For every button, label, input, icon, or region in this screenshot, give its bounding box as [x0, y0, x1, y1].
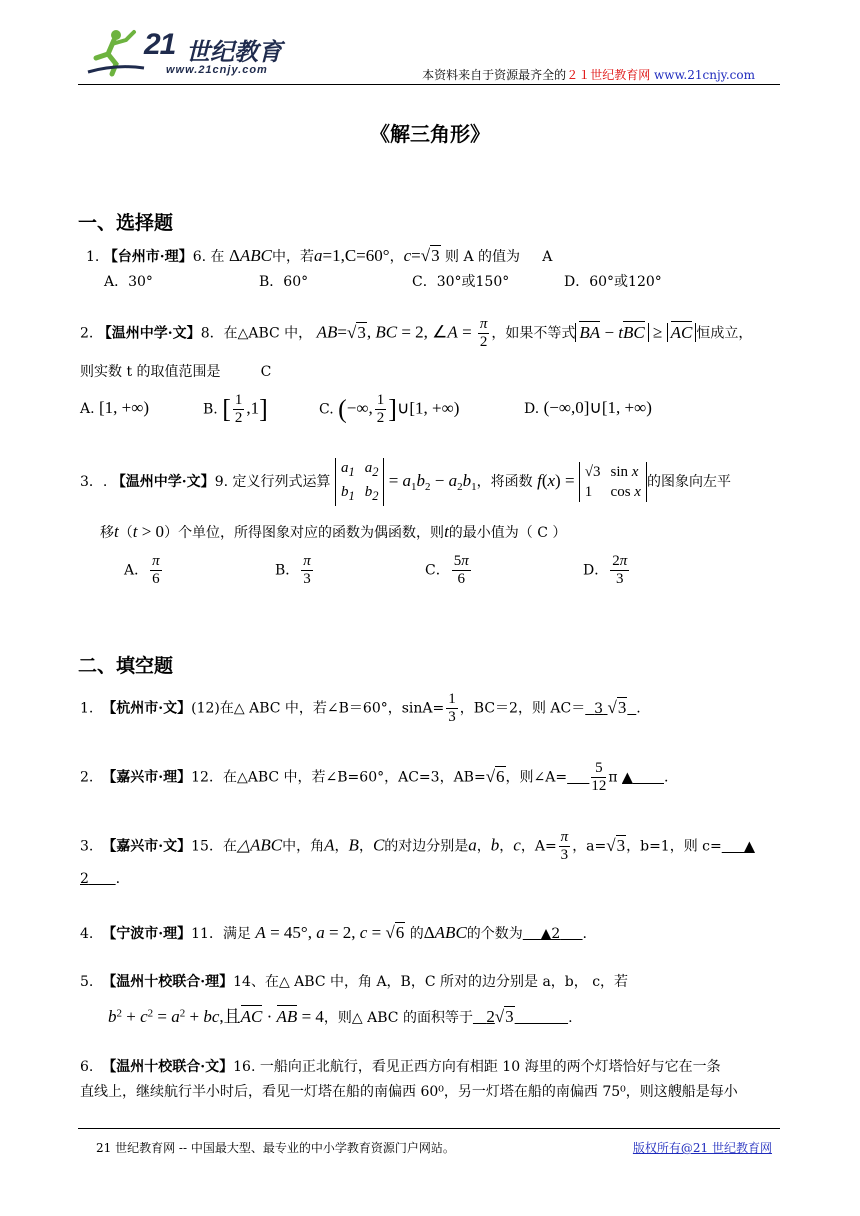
page-title: 《解三角形》 [370, 122, 490, 146]
footer-copyright-link[interactable]: 版权所有@21 世纪教育网 [632, 1141, 772, 1155]
question-text: 个单位，所得图象对应的函数为偶函数，则 [178, 525, 445, 541]
question-text: 中，角 [282, 838, 325, 855]
option-label: D． [583, 562, 609, 579]
question-3: 3．. 【温州中学·文】9. 定义行列式运算 $a_1$ $a_2$ $b_1$ $b_2 = a_1b_2 - a_2b_1$，将函数 f(x) = √3 sin x 1 cos x的图象向左平 [80, 458, 731, 506]
option-label: C. [319, 401, 334, 418]
answer: A [542, 249, 553, 265]
answer-marker: ▲ [744, 838, 755, 855]
option-d: D. (−∞,0]∪[1, +∞) [524, 398, 652, 417]
question-text: ，将函数 [476, 474, 533, 490]
question-source: 【温州十校联合·理】 [102, 974, 234, 990]
option-b: B． $\frac{\pi}{3}$ [275, 553, 311, 587]
question-number: 5. [80, 974, 94, 990]
runner-icon [86, 28, 146, 78]
header-divider [78, 84, 780, 85]
question-text: ，BC＝2，则 AC＝ [459, 700, 586, 717]
question-text: =1,C= [322, 246, 366, 265]
question-text: 12．在△ABC 中，若∠B=60°，AC=3，AB= [191, 769, 486, 786]
option-label: A. [80, 401, 95, 417]
question-number: 1. [80, 700, 94, 717]
question-text: 则实数 t 的取值范围是 [80, 364, 221, 380]
option-d: D． $\frac{2\pi}{3}$ [583, 553, 628, 587]
fill-question-2: 2. 【嘉兴市·理】12．在△ABC 中，若∠B=60°，AC=3，AB=√6，则∠A= $\frac{5}{12}$ π ▲ . [80, 760, 669, 794]
fill-question-4: 4. 【宁波市·理】11．满足 A = 45°, a = 2, c = √6 的ΔABC的个数为 ▲2 . [80, 923, 587, 942]
question-text: . [568, 1010, 573, 1026]
fill-question-5-line2: $b^2 + c^2 = a^2$ + bc,且AC · AB = 4，则△ ABC 的面积等于 2√3 . [108, 1007, 573, 1026]
question-text: ，A= [520, 838, 557, 855]
question-number: 2. [80, 769, 94, 786]
logo-chinese: 世纪教育 [186, 38, 282, 66]
option-label: B． [275, 562, 300, 579]
section-heading-choice: 一、选择题 [78, 212, 174, 234]
question-text: 恒成立， [696, 325, 753, 342]
question-3-line2: 移t（t > 0）个单位，所得图象对应的函数为偶函数，则t的最小值为（ C ） [100, 522, 567, 541]
question-text: . [636, 700, 641, 717]
logo-url: www.21cnjy.com [166, 64, 268, 76]
question-text: 11．满足 [191, 926, 251, 942]
answer: C [260, 364, 272, 380]
question-source: 【嘉兴市·理】 [102, 769, 192, 786]
fill-question-1: 1. 【杭州市·文】(12)在△ ABC 中，若∠B＝60°，sinA= $\frac{1}{3}$ ，BC＝2，则 AC＝ 3 √3 . [80, 691, 641, 725]
question-source: 【台州市·理】 [103, 249, 193, 265]
question-text: 的图象向左平 [646, 474, 731, 490]
question-text: ，则△ ABC 的面积等于 [323, 1010, 473, 1026]
question-number: 4. [80, 926, 94, 942]
question-text: 的对边分别是 [384, 838, 469, 855]
question-text: ，b=1，则 c= [626, 838, 722, 855]
question-text: 9. 定义行列式运算 [214, 474, 331, 490]
question-text: 16. 一船向正北航行，看见正西方向有相距 10 海里的两个灯塔恰好与它在一条 [233, 1059, 721, 1075]
footer-divider [78, 1128, 780, 1129]
option-label: C． [425, 562, 450, 579]
fill-question-6-line2: 直线上，继续航行半小时后，看见一灯塔在船的南偏西 60⁰，另一灯塔在船的南偏西 75⁰，则这艘船是每小 [80, 1084, 738, 1100]
question-source: 【宁波市·理】 [102, 926, 192, 942]
question-text: 8．在△ABC 中， [200, 325, 313, 342]
question-2-line2 [80, 361, 271, 381]
answer: 2 [80, 871, 89, 887]
option-d: D．60°或120° [564, 274, 662, 290]
question-number: 6. [80, 1059, 94, 1075]
fill-question-6 [80, 1056, 721, 1076]
fill-question-3-line2 [80, 871, 120, 887]
footer-text: 21 世纪教育网 -- 中国最大型、最专业的中小学教育资源门户网站。 [96, 1141, 455, 1155]
fill-question-5 [80, 971, 628, 991]
option-a: A．30° [104, 274, 153, 290]
question-text: ，如果不等式 [491, 325, 576, 342]
answer: 3 [594, 700, 604, 717]
question-text: ，a= [572, 838, 607, 855]
question-source: 【温州十校联合·文】 [102, 1059, 234, 1075]
question-text: 15．在 [191, 838, 237, 855]
question-text: 6. 在 [192, 249, 225, 265]
option-label: B. [203, 401, 218, 418]
option-label: A． [124, 562, 149, 579]
header-note-prefix: 本资料来自于资源最齐全的 [422, 68, 567, 82]
question-number: 3．. [80, 474, 108, 490]
question-number: 3. [80, 838, 94, 855]
question-number: 2. [80, 325, 94, 342]
question-text: 的最小值为（ C ） [448, 525, 567, 541]
question-2: 2. 【温州中学·文】8．在△ABC 中， AB=√3, BC = 2, ∠A = $\frac{\pi}{2}$ ，如果不等式 BA − tBC ≥ AC 恒成立， [80, 316, 753, 350]
question-text: . [115, 871, 121, 887]
answer: ▲2 [540, 926, 561, 942]
header-note-url[interactable]: www.21cnjy.com [654, 68, 755, 82]
option-b: B. [ $\frac{1}{2}$ ,1] [203, 392, 268, 426]
option-c: C． $\frac{5\pi}{6}$ [425, 553, 469, 587]
option-c: C. (−∞, $\frac{1}{2}$ ]∪[1, +∞) [319, 392, 460, 426]
math-expression: △ABC [236, 835, 283, 855]
question-text: 中，若 [272, 249, 314, 265]
question-text: 的个数为 [466, 926, 523, 942]
site-logo [86, 22, 306, 82]
question-source: 【温州中学·文】 [97, 325, 201, 342]
question-source: 【杭州市·文】 [102, 700, 192, 717]
section-heading-fill: 二、填空题 [78, 655, 174, 677]
question-text: 移 [100, 525, 114, 541]
question-source: 【嘉兴市·文】 [102, 838, 192, 855]
option-a: A． $\frac{\pi}{6}$ [124, 553, 160, 587]
question-text: 14、在△ ABC 中，角 A，B，C 所对的边分别是 a，b， c，若 [233, 974, 629, 990]
option-label: D. [524, 401, 540, 417]
question-text: . [663, 769, 669, 786]
option-b: B．60° [259, 274, 309, 290]
logo-number: 21 [144, 28, 176, 61]
question-text: . [582, 926, 587, 942]
question-text: 的 [409, 926, 424, 942]
question-text: 则 A 的值为 [445, 249, 521, 265]
header-note [422, 66, 755, 83]
question-text: ，则∠A= [505, 769, 568, 786]
answer: π [608, 769, 618, 786]
question-1: 1. 【台州市·理】6. 在 ΔABC中，若a=1,C=60°，c=√3 则 A 的值为 A [86, 246, 553, 265]
question-source: 【温州中学·文】 [111, 474, 215, 490]
header-note-site: ２１世纪教育网 [566, 68, 651, 82]
question-number: 1. [86, 249, 100, 265]
option-c: C．30°或150° [412, 274, 510, 290]
answer-marker: ▲ [622, 769, 633, 786]
answer: 2 [486, 1007, 495, 1026]
question-text: ， [389, 249, 404, 265]
fill-question-3: 3. 【嘉兴市·文】15．在△ABC中，角A，B，C的对边分别是a，b，c，A= $\frac{\pi}{3}$ ，a=√3，b=1，则 c= ▲ [80, 829, 755, 863]
option-a: A. [1, +∞) [80, 398, 150, 417]
question-text: (12)在△ ABC 中，若∠B＝60°，sinA= [191, 700, 445, 717]
